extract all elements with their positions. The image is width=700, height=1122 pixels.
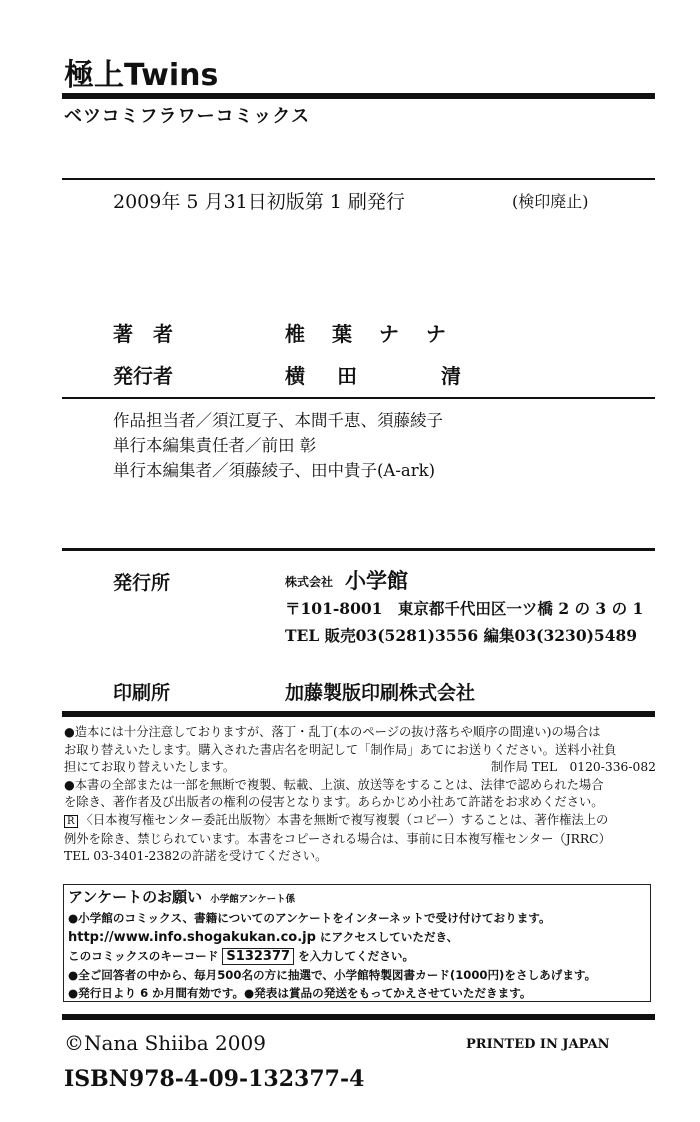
issue-date: 2009年 5 月31日初版第 1 刷発行 xyxy=(113,191,405,213)
seal-note: (検印廃止) xyxy=(512,192,589,211)
notice-line: TEL 03-3401-2382の許諾を受けてください。 xyxy=(64,849,328,864)
survey-line: にアクセスしていただき、 xyxy=(315,929,459,944)
staff-line: 作品担当者／須江夏子、本間千恵、須藤綾子 xyxy=(113,411,443,430)
divider xyxy=(62,548,655,551)
key-code: S132377 xyxy=(222,948,294,965)
isbn: ISBN978-4-09-132377-4 xyxy=(64,1066,365,1092)
publisher-person-name: 横 田 清 xyxy=(285,364,467,388)
survey-line: ●小学館のコミックス、書籍についてのアンケートをインターネットで受け付けております。 xyxy=(68,911,551,926)
company-name: 小学館 xyxy=(345,568,408,593)
printer-label: 印刷所 xyxy=(113,682,171,704)
survey-title: アンケートのお願い xyxy=(68,888,203,906)
divider xyxy=(62,93,655,99)
legal-notices xyxy=(64,724,656,866)
author-name: 椎 葉 ナ ナ xyxy=(285,322,456,346)
series-name: ベツコミフラワーコミックス xyxy=(64,106,311,127)
notice-line: 〈日本複写権センター委託出版物〉本書を無断で複写複製（コピー）することは、著作権法上の xyxy=(80,812,609,827)
publisher-tel: TEL 販売03(5281)3556 編集03(3230)5489 xyxy=(285,626,638,645)
divider xyxy=(62,1014,655,1020)
divider xyxy=(62,397,655,399)
publisher-address: 〒101-8001 東京都千代田区一ツ橋 2 の 3 の 1 xyxy=(285,599,644,618)
survey-line: ●全ご回答者の中から、毎月500名の方に抽選で、小学館特製図書カード(1000円)をさしあげます。 xyxy=(68,968,597,983)
survey-url-link[interactable]: http://www.info.shogakukan.co.jp xyxy=(68,929,316,945)
r-mark-icon: R xyxy=(64,815,78,828)
publisher-label: 発行所 xyxy=(113,572,171,594)
publisher-person-label: 発行者 xyxy=(113,364,173,388)
notice-line: 例外を除き、禁じられています。本書をコピーされる場合は、事前に日本複写権センター（JRRC） xyxy=(64,831,611,846)
notice-line: を除き、著作者及び出版者の権利の侵害となります。あらかじめ小社あて許諾をお求めください。 xyxy=(64,795,604,810)
notice-line: お取り替えいたします。購入された書店名を明記して「制作局」あてにお送りください。送料小社負 xyxy=(64,742,617,757)
notice-line: ●本書の全部または一部を無断で複製、転載、上演、放送等をすることは、法律で認められた場合 xyxy=(64,777,604,792)
staff-line: 単行本編集責任者／前田 彰 xyxy=(113,436,317,455)
production-tel: 制作局 TEL 0120-336-082 xyxy=(491,760,656,775)
survey-line: ●発行日より 6 か月間有効です。●発表は賞品の発送をもってかえさせていただきます。 xyxy=(68,986,532,1001)
book-title: 極上Twins xyxy=(64,58,219,93)
staff-line: 単行本編集者／須藤綾子、田中貴子(A-ark) xyxy=(113,461,436,480)
printer-name: 加藤製版印刷株式会社 xyxy=(285,682,476,704)
copyright: ©Nana Shiiba 2009 xyxy=(64,1031,266,1055)
author-label: 著 者 xyxy=(113,322,173,346)
notice-line: ●造本には十分注意しておりますが、落丁・乱丁(本のページの抜け落ちや順序の間違い)の場合は xyxy=(64,725,601,739)
survey-line: このコミックスのキーコード xyxy=(68,948,223,963)
divider xyxy=(62,711,655,717)
notice-line: 担にてお取り替えいたします。 xyxy=(64,760,236,775)
survey-line: を入力してください。 xyxy=(294,948,415,963)
survey-dept: 小学館アンケート係 xyxy=(210,894,296,905)
printed-in: PRINTED IN JAPAN xyxy=(466,1037,610,1052)
survey-box xyxy=(63,884,651,1002)
divider xyxy=(62,178,655,180)
company-prefix: 株式会社 xyxy=(285,575,334,589)
